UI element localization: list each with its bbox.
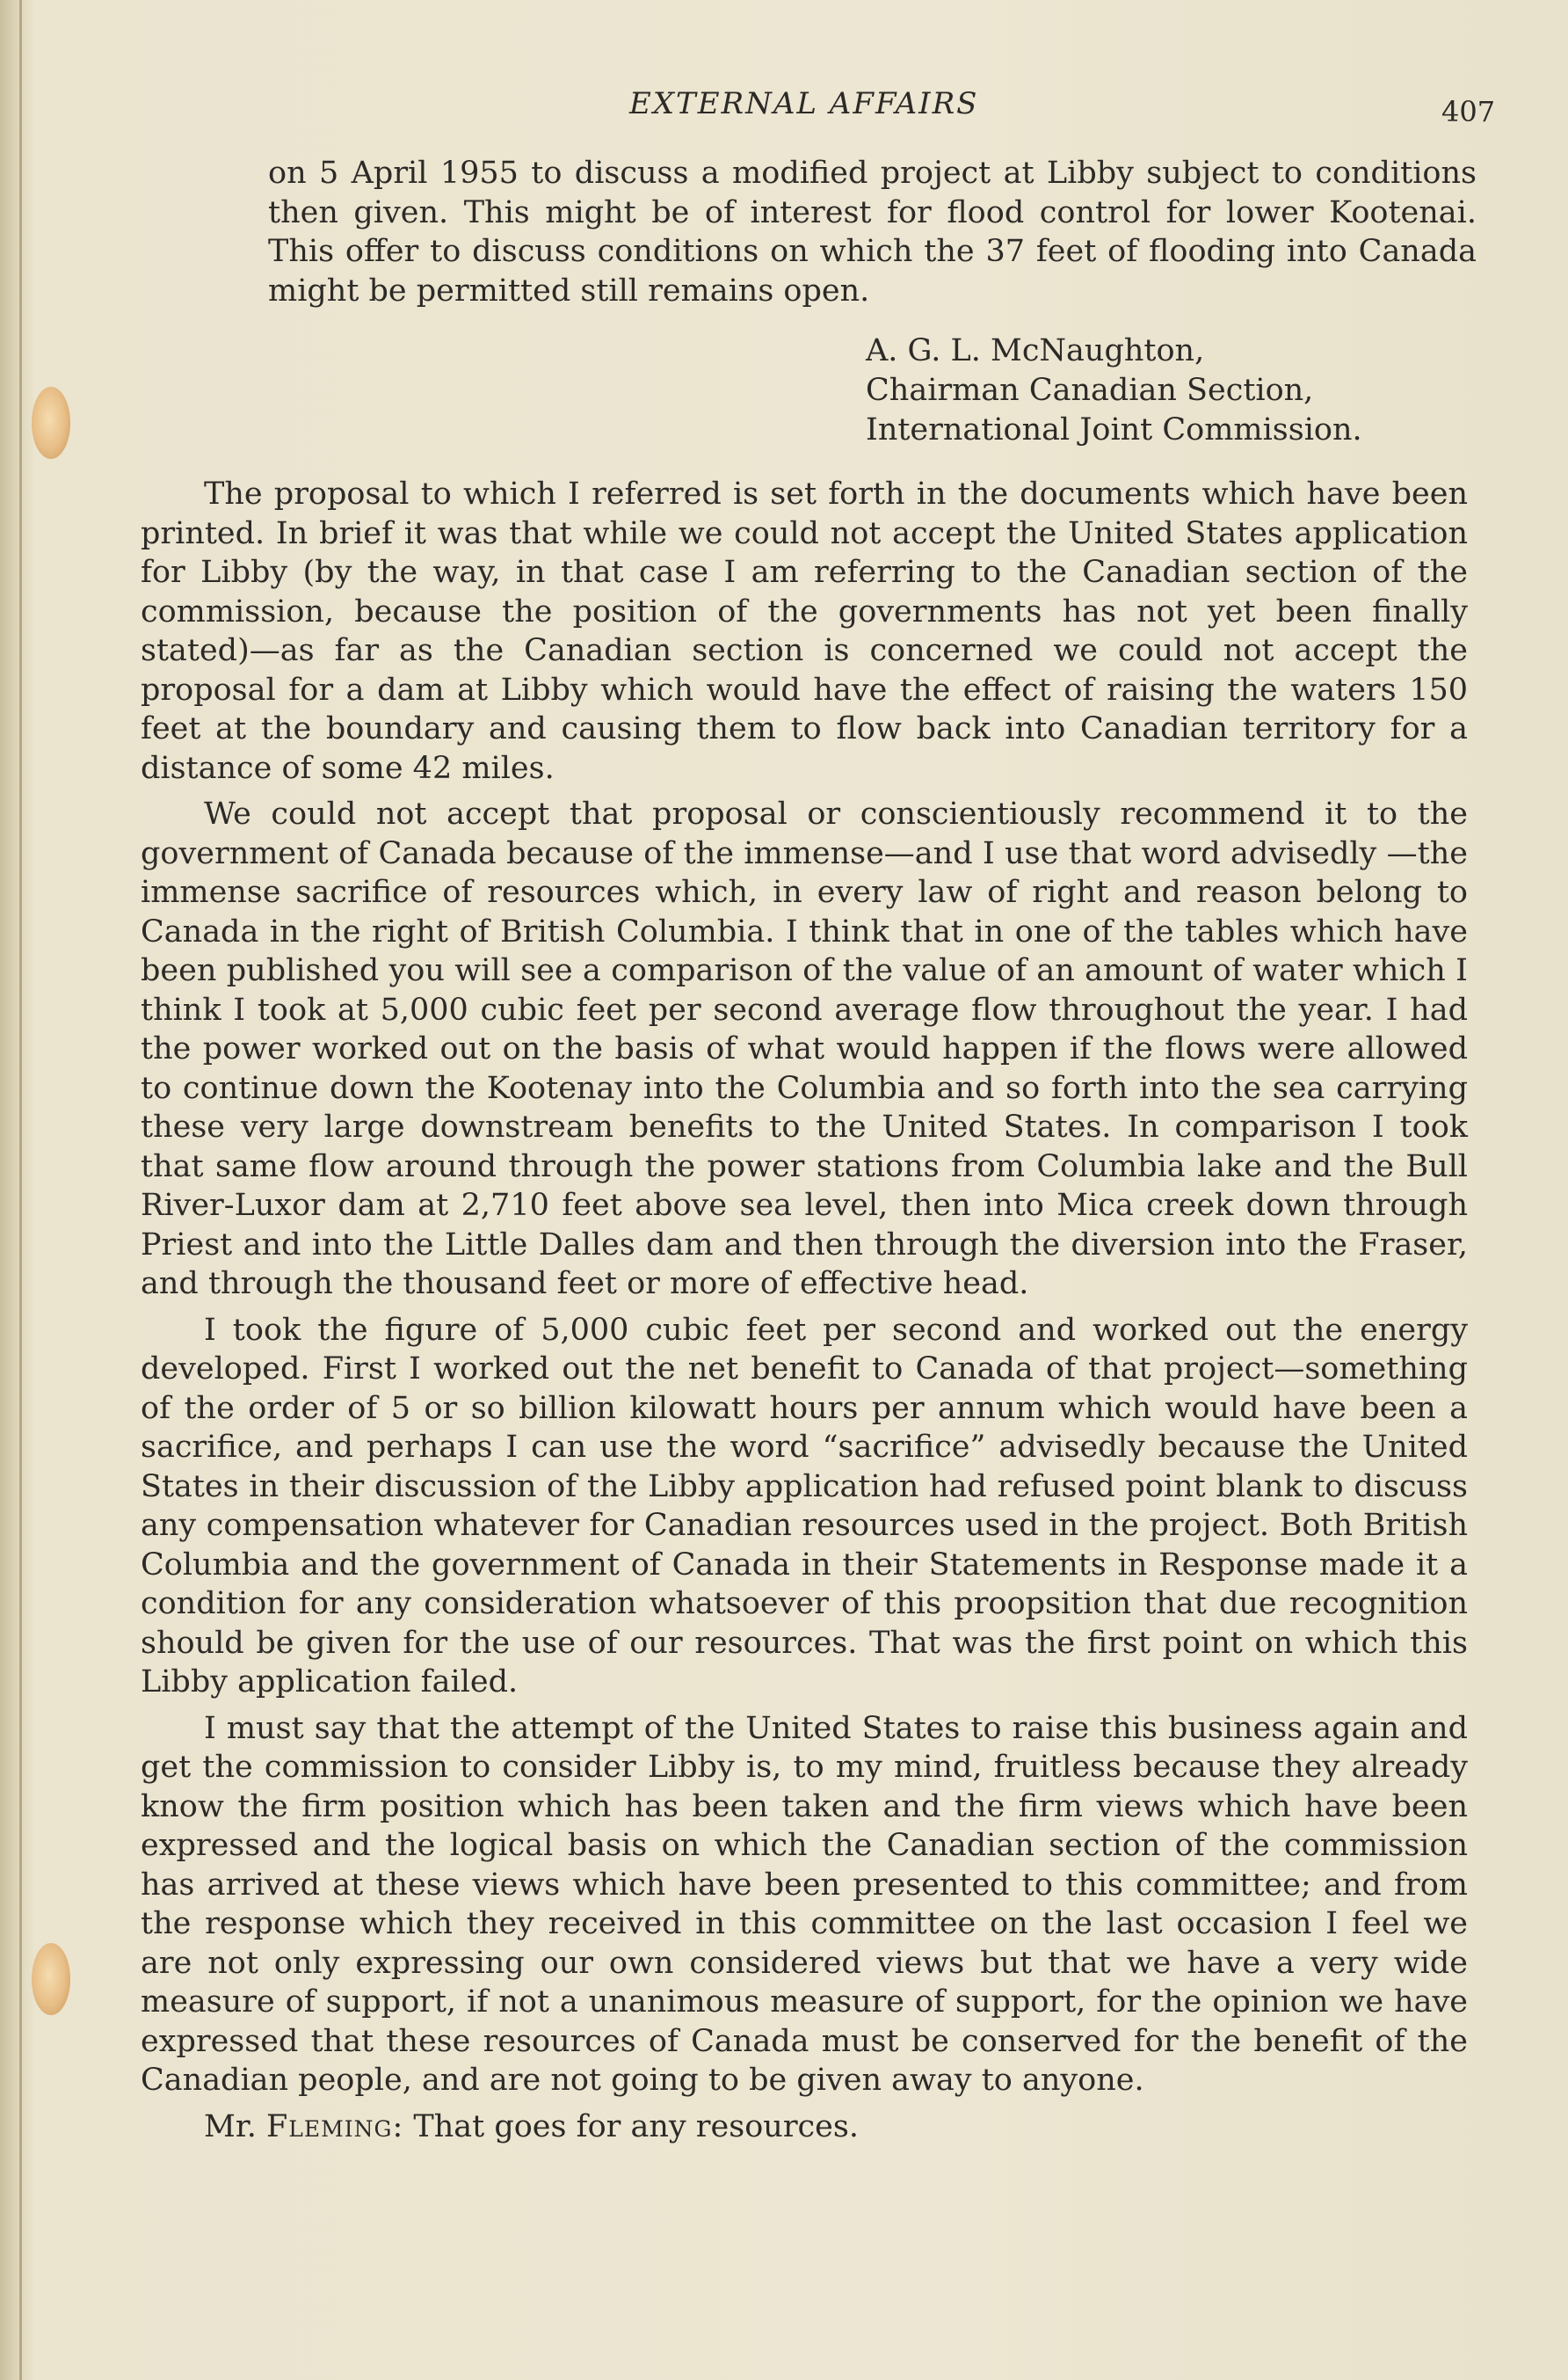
paragraph-fleming <box>141 2107 1468 2147</box>
page-binding-edge <box>19 0 22 2380</box>
signature-title: Chairman Canadian Section, <box>866 373 1314 408</box>
paragraph-continued: on 5 April 1955 to discuss a modified project at Libby subject to conditions then given. This might be of interest for flood control for lower Kootenai. This offer to discuss conditions on which the 37 feet of flooding into Canada might be permitted still remains open. <box>268 156 1477 309</box>
speaker-remark: That goes for any resources. <box>413 2108 859 2144</box>
signature-organization: International Joint Commission. <box>866 412 1362 448</box>
speaker-prefix: Mr. <box>204 2108 257 2144</box>
signature-block <box>866 331 1468 450</box>
running-title: EXTERNAL AFFAIRS <box>629 86 979 121</box>
signature-name: A. G. L. McNaughton, <box>866 333 1205 368</box>
paragraph-proposal: The proposal to which I referred is set forth in the documents which have been printed. In brief it was that while we could not accept the United States application for Libby (by the way, in that case I am referring to the Canadian section of the commission, because the position of the governments has not yet been finally stated)—as far as the Canadian section is concerned we could not accept the proposal for a dam at Libby which would have the effect of raising the waters 150 feet at the boundary and causing them to flow back into Canadian territory for a distance of some 42 miles. <box>141 477 1468 786</box>
paragraph-energy: I took the figure of 5,000 cubic feet per second and worked out the energy developed. First I worked out the net benefit to Canada of that project—something of the order of 5 or so billion kilowatt hours per annum which would have been a sacrifice, and perhaps I can use the word “sacrifice” advisedly because the United States in their discussion of the Libby application had refused point blank to discuss any compensation whatever for Canadian resources used in the project. Both British Columbia and the government of Canada in their Statements in Response made it a condition for any consideration whatsoever of this proopsition that due recognition should be given for the use of our resources. That was the first point on which this Libby application failed. <box>141 1312 1468 1699</box>
page-number: 407 <box>1441 95 1496 128</box>
speaker-name: Fleming: <box>266 2108 404 2144</box>
binder-hole-bottom <box>32 1943 70 2015</box>
body-text <box>141 154 1477 2146</box>
page-header <box>0 86 1568 130</box>
binder-hole-top <box>32 387 70 459</box>
paragraph-libby-fruitless: I must say that the attempt of the United States to raise this business again and get the commission to consider Libby is, to my mind, fruitless because they already know the firm position which has been taken and the firm views which have been expressed and the logical basis on which the Canadian section of the commission has arrived at these views which have been presented to this committee; and from the response which they received in this committee on the last occasion I feel we are not only expressing our own considered views but that we have a very wide measure of support, if not a unanimous measure of support, for the opinion we have expressed that these resources of Canada must be conserved for the benefit of the Canadian people, and are not going to be given away to anyone. <box>141 1710 1468 2098</box>
paragraph-sacrifice: We could not accept that proposal or conscientiously recommend it to the government of Canada because of the immense—and I use that word advisedly —the immense sacrifice of resources which, in every law of right and reason belong to Canada in the right of British Columbia. I think that in one of the tables which have been published you will see a comparison of the value of an amount of water which I think I took at 5,000 cubic feet per second average flow throughout the year. I had the power worked out on the basis of what would happen if the flows were allowed to continue down the Kootenay into the Columbia and so forth into the sea carrying these very large downstream benefits to the United States. In comparison I took that same flow around through the power stations from Columbia lake and the Bull River-Luxor dam at 2,710 feet above sea level, then into Mica creek down through Priest and into the Little Dalles dam and then through the diversion into the Fraser, and through the thousand feet or more of effective head. <box>141 797 1468 1301</box>
